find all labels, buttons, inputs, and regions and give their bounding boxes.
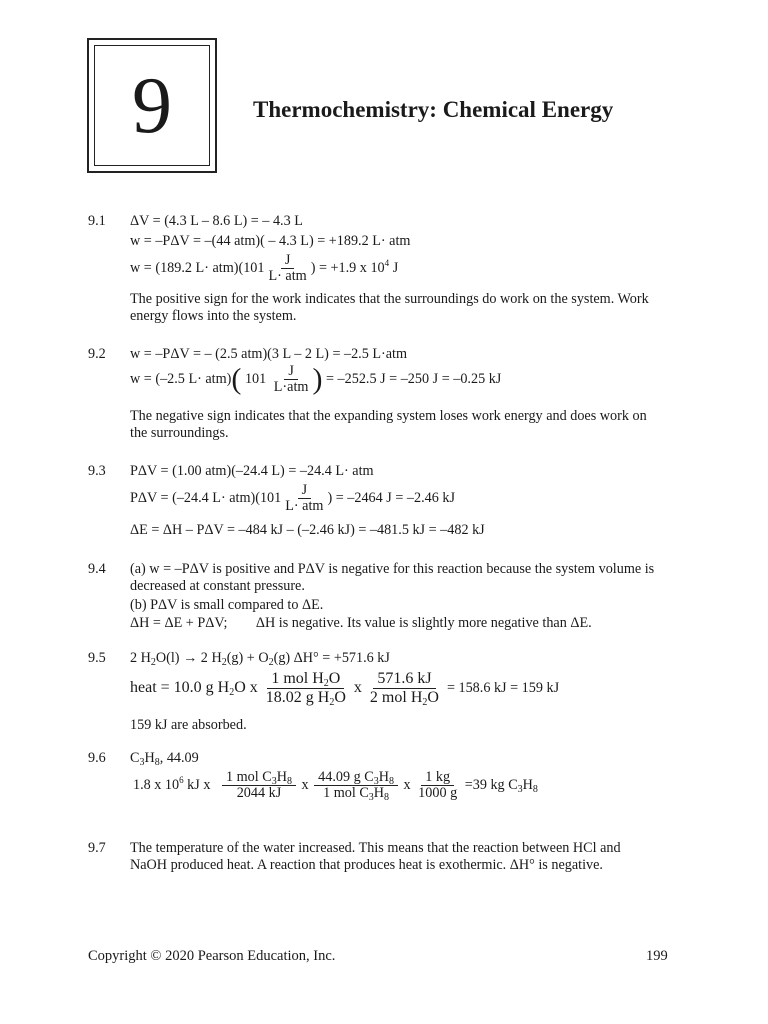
- equation-text: H: [373, 785, 385, 801]
- equation-text: 2 H: [130, 650, 151, 666]
- equation-text: H: [144, 750, 155, 766]
- chapter-number: 9: [132, 62, 172, 150]
- explanation-text: (b) PΔV is small compared to ΔE.: [130, 597, 324, 613]
- subscript: 3: [368, 792, 374, 803]
- equation-text: O: [334, 689, 346, 706]
- open-paren: (: [231, 362, 242, 396]
- equation-text: 1 mol H: [271, 670, 324, 687]
- equation-text: ΔH = ΔE + PΔV;: [130, 615, 228, 631]
- fraction-denominator: 2044 kJ: [236, 785, 282, 801]
- fraction: [266, 253, 308, 284]
- fraction-numerator: 1 kg: [421, 770, 454, 786]
- times-sign: x: [353, 679, 362, 697]
- reaction-equation: [130, 650, 390, 667]
- equation-text: 1 mol C: [323, 785, 369, 801]
- equation-text: kJ x: [183, 776, 211, 793]
- equation-text: O: [328, 670, 341, 687]
- equation-text: w = (–2.5 L· atm): [130, 370, 232, 387]
- exponent: 4: [384, 257, 390, 268]
- fraction: [264, 670, 348, 707]
- fraction-numerator: [314, 770, 398, 786]
- equation-text: (g) + O: [226, 650, 269, 666]
- subscript: 8: [154, 757, 160, 768]
- subscript: 8: [384, 792, 390, 803]
- equation-line: ΔV = (4.3 L – 8.6 L) = – 4.3 L: [130, 213, 303, 229]
- chapter-title: Thermochemistry: Chemical Energy: [253, 97, 614, 122]
- subscript: 2: [221, 657, 227, 668]
- equation-line: w = –PΔV = – (2.5 atm)(3 L – 2 L) = –2.5 L·atm: [130, 346, 408, 362]
- close-paren: ): [312, 362, 323, 396]
- fraction-numerator: [267, 670, 344, 689]
- problem-number: 9.6: [88, 750, 106, 766]
- equation-text: C: [130, 750, 140, 766]
- equation-text: H: [522, 776, 533, 793]
- fraction-denominator: [368, 689, 441, 707]
- subscript: 8: [388, 776, 394, 787]
- equation-text: O: [427, 689, 439, 706]
- fraction-numerator: [222, 770, 296, 786]
- equation-text: ) = +1.9 x 10: [310, 259, 385, 276]
- equation-line: ΔE = ΔH – PΔV = –484 kJ – (–2.46 kJ) = –481.5 kJ = –482 kJ: [130, 522, 485, 538]
- fraction: [283, 483, 325, 514]
- subscript: 3: [373, 776, 379, 787]
- fraction-denominator: L· atm: [285, 498, 324, 514]
- equation-text: heat = 10.0 g H: [130, 679, 230, 697]
- problem-number: 9.4: [88, 561, 106, 577]
- equation-text: ΔH is negative. Its value is slightly more negative than ΔE.: [255, 615, 592, 631]
- equation-text: 18.02 g H: [265, 689, 330, 706]
- subscript: 2: [323, 678, 329, 689]
- fraction: [272, 364, 311, 395]
- subscript: 8: [286, 776, 292, 787]
- problem-number: 9.2: [88, 346, 106, 362]
- compound-line: [130, 750, 199, 767]
- subscript: 3: [517, 783, 523, 795]
- explanation-text: The temperature of the water increased. This means that the reaction between HCl and NaOH produced heat. A reaction that produces heat is exothermic. ΔH° is negative.: [130, 840, 621, 873]
- equation-text: w = (189.2 L· atm)(101: [130, 259, 265, 276]
- subscript: 2: [268, 657, 274, 668]
- equation-text: 1 mol C: [225, 769, 272, 785]
- equation-line: [130, 483, 455, 514]
- subscript: 2: [150, 657, 156, 668]
- page-number: 199: [646, 948, 668, 964]
- equation-line: [130, 364, 501, 395]
- fraction: [368, 670, 441, 707]
- fraction-numerator: J: [281, 253, 295, 269]
- equation-line: PΔV = (1.00 atm)(–24.4 L) = –24.4 L· atm: [130, 463, 374, 479]
- subscript: 3: [271, 776, 277, 787]
- problem-number: 9.5: [88, 650, 106, 666]
- subscript: 2: [229, 687, 235, 699]
- times-sign: x: [301, 776, 309, 793]
- equation-text: J: [389, 259, 399, 276]
- fraction-denominator: [321, 786, 391, 801]
- equation-line: w = –PΔV = –(44 atm)( – 4.3 L) = +189.2 L· atm: [130, 233, 411, 249]
- problem-number: 9.3: [88, 463, 106, 479]
- fraction-denominator: 1000 g: [418, 785, 458, 801]
- explanation-text: The positive sign for the work indicates that the surroundings do work on the system. Work energy flows into the system.: [130, 291, 649, 324]
- equation-text: = 158.6 kJ = 159 kJ: [446, 680, 560, 697]
- fraction-numerator: J: [298, 483, 312, 499]
- explanation-text: (a) w = –PΔV is positive and PΔV is negative for this reaction because the system volume is decreased at constant pressure.: [130, 561, 655, 594]
- equation-text: PΔV = (–24.4 L· atm)(101: [130, 489, 282, 506]
- copyright-footer: Copyright © 2020 Pearson Education, Inc.: [88, 948, 336, 964]
- fraction-numerator: 571.6 kJ: [373, 670, 435, 689]
- subscript: 3: [139, 757, 145, 768]
- equation-text: 101: [241, 370, 270, 387]
- equation-text: 2 mol H: [369, 689, 423, 706]
- fraction-numerator: J: [284, 364, 298, 380]
- fraction-denominator: L· atm: [268, 268, 307, 284]
- explanation-text: 159 kJ are absorbed.: [130, 717, 247, 733]
- fraction: [416, 770, 459, 801]
- times-sign: x: [403, 776, 411, 793]
- equation-text: , 44.09: [159, 750, 199, 766]
- equation-line: [130, 253, 398, 284]
- fraction: [222, 770, 296, 801]
- equation-text: H: [378, 769, 389, 785]
- equation-line: [130, 615, 592, 632]
- equation-line: [130, 670, 559, 707]
- equation-text: O(l) → 2 H: [155, 650, 222, 666]
- equation-line: [133, 770, 538, 801]
- equation-text: ) = –2464 J = –2.46 kJ: [327, 489, 455, 506]
- subscript: 2: [422, 697, 428, 708]
- problem-number: 9.1: [88, 213, 106, 229]
- fraction: [314, 770, 398, 801]
- explanation-text: The negative sign indicates that the expanding system loses work energy and does work on the surroundings.: [130, 408, 647, 441]
- exponent: 6: [179, 774, 184, 785]
- equation-text: = –252.5 J = –250 J = –0.25 kJ: [322, 370, 502, 387]
- problem-number: 9.7: [88, 840, 106, 856]
- equation-text: O x: [234, 679, 258, 697]
- fraction-denominator: [264, 689, 348, 707]
- fraction-denominator: L·atm: [273, 379, 309, 395]
- equation-text: =39 kg C: [464, 776, 518, 793]
- subscript: 8: [532, 783, 538, 795]
- equation-text: 44.09 g C: [318, 769, 374, 785]
- chapter-number-box: [87, 38, 217, 173]
- equation-text: (g) ΔH° = +571.6 kJ: [273, 650, 390, 666]
- subscript: 2: [329, 697, 335, 708]
- equation-text: 1.8 x 10: [133, 776, 180, 793]
- equation-text: H: [276, 769, 287, 785]
